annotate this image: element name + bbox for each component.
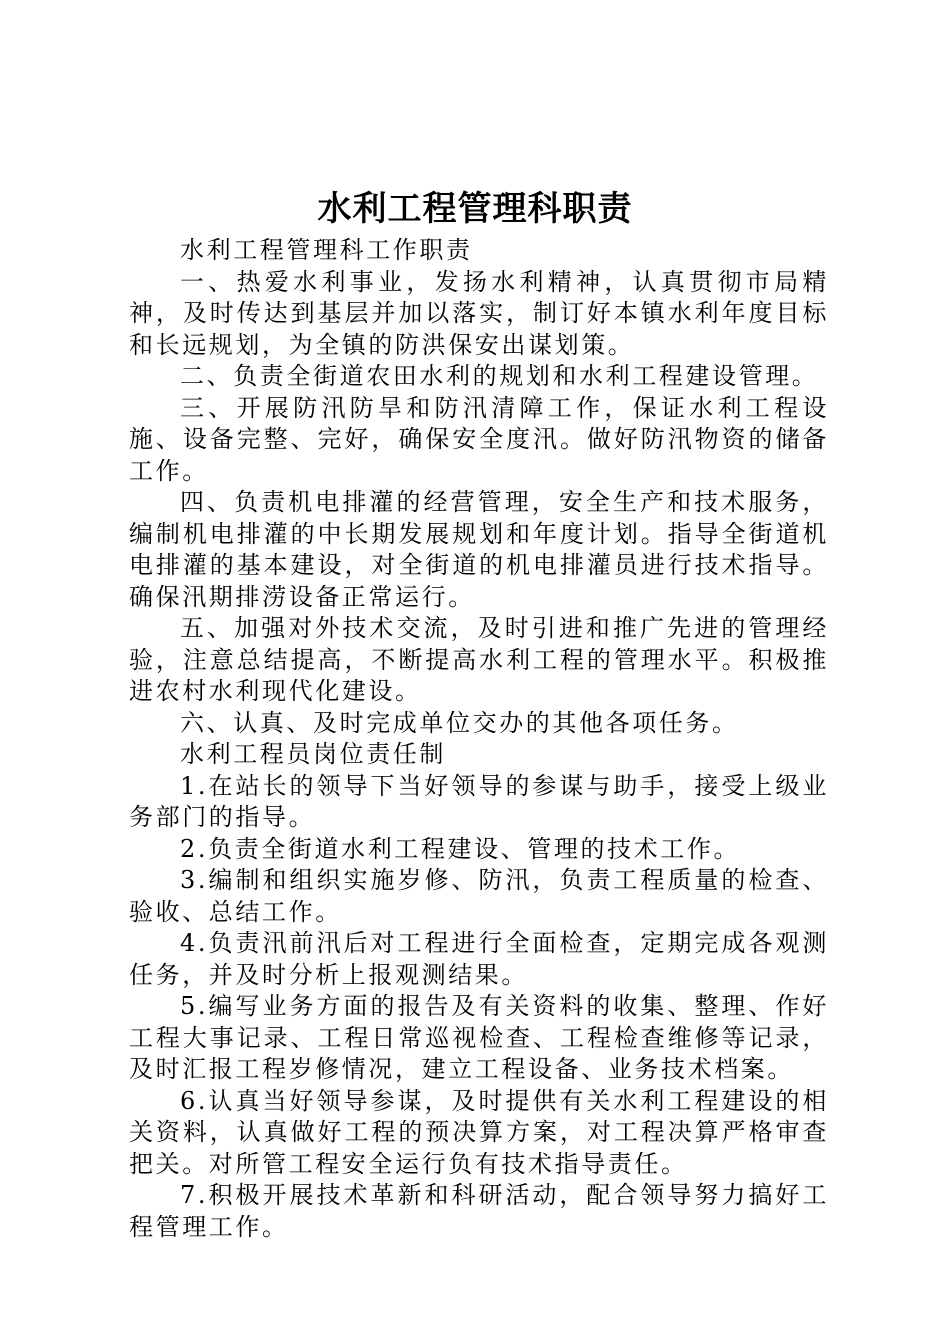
paragraph-duty-2: 二、负责全街道农田水利的规划和水利工程建设管理。 — [180, 362, 819, 390]
paragraph-item-4: 4.负责汛前汛后对工程进行全面检查，定期完成各观测任务，并及时分析上报观测结果。 — [129, 929, 829, 989]
paragraph-item-5: 5.编写业务方面的报告及有关资料的收集、整理、作好工程大事记录、工程日常巡视检查、工程检查维修等记录，及时汇报工程岁修情况，建立工程设备、业务技术档案。 — [129, 992, 829, 1083]
paragraph-duty-3: 三、开展防汛防旱和防汛清障工作，保证水利工程设施、设备完整、完好，确保安全度汛。做好防汛物资的储备工作。 — [129, 393, 829, 485]
paragraph-duty-5: 五、加强对外技术交流，及时引进和推广先进的管理经验，注意总结提高，不断提高水利工程的管理水平。积极推进农村水利现代化建设。 — [129, 614, 829, 705]
paragraph-item-2: 2.负责全街道水利工程建设、管理的技术工作。 — [180, 834, 741, 863]
document-body — [129, 235, 829, 1243]
section-heading-duties: 水利工程管理科工作职责 — [180, 236, 473, 264]
document-title: 水利工程管理科职责 — [317, 189, 633, 229]
paragraph-duty-6: 六、认真、及时完成单位交办的其他各项任务。 — [180, 708, 739, 737]
paragraph-item-7: 7.积极开展技术革新和科研活动，配合领导努力搞好工程管理工作。 — [129, 1181, 829, 1241]
paragraph-duty-4: 四、负责机电排灌的经营管理，安全生产和技术服务，编制机电排灌的中长期发展规划和年度计划。指导全街道机电排灌的基本建设，对全街道的机电排灌员进行技术指导。确保汛期排涝设备正常运行。 — [129, 488, 829, 611]
paragraph-item-6: 6.认真当好领导参谋，及时提供有关水利工程建设的相关资料，认真做好工程的预决算方案，对工程决算严格审查把关。对所管工程安全运行负有技术指导责任。 — [129, 1086, 829, 1178]
paragraph-item-3: 3.编制和组织实施岁修、防汛，负责工程质量的检查、验收、总结工作。 — [129, 866, 829, 926]
paragraph-duty-1: 一、热爱水利事业，发扬水利精神，认真贯彻市局精神，及时传达到基层并加以落实，制订好本镇水利年度目标和长远规划，为全镇的防洪保安出谋划策。 — [129, 267, 829, 359]
paragraph-item-1: 1.在站长的领导下当好领导的参谋与助手，接受上级业务部门的指导。 — [129, 771, 829, 831]
section-heading-responsibility: 水利工程员岗位责任制 — [180, 740, 446, 768]
